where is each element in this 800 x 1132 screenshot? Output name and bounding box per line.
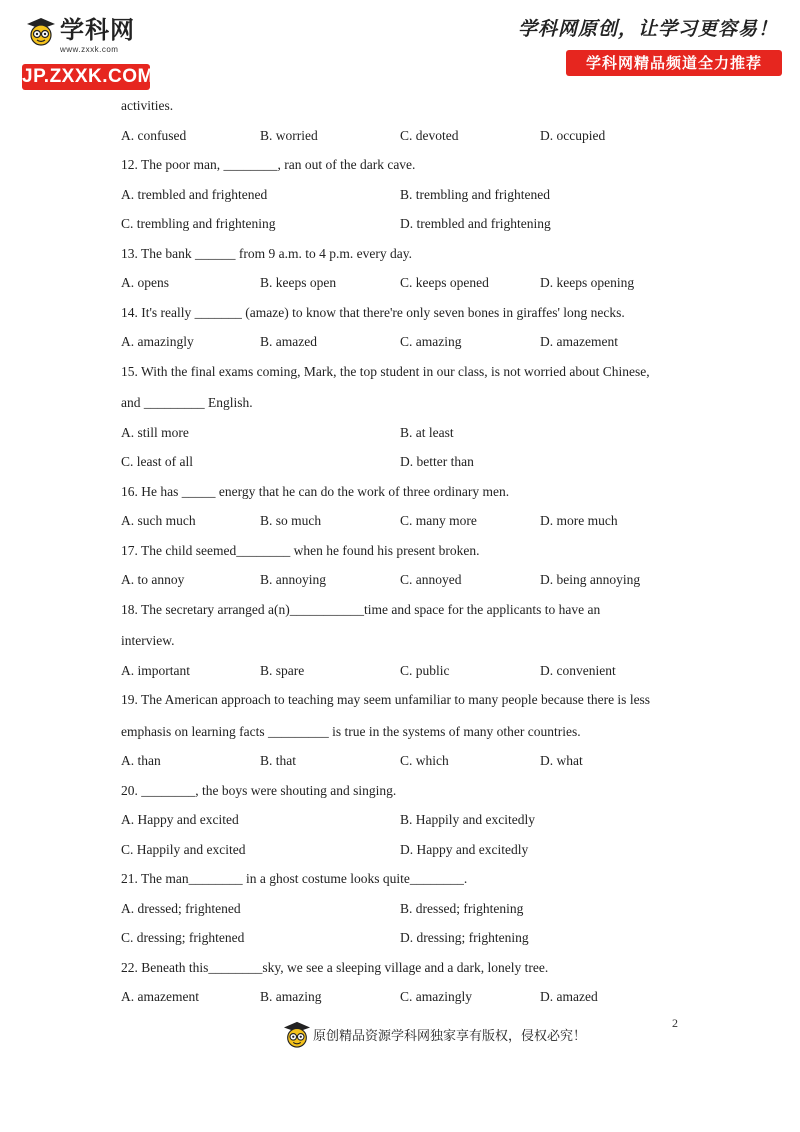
option-row: [121, 332, 721, 352]
option-row: [121, 214, 721, 234]
answer-option: A. than: [121, 753, 161, 768]
answer-option: C. annoyed: [400, 572, 462, 587]
answer-option: B. at least: [400, 424, 454, 440]
answer-option: A. opens: [121, 275, 169, 290]
question-stem: activities.: [121, 98, 174, 113]
answer-option: B. that: [260, 753, 296, 768]
mascot-icon: [26, 16, 56, 46]
answer-option: C. which: [400, 753, 449, 768]
question-stem: 17. The child seemed________ when he found his present broken.: [121, 542, 480, 558]
option-row: [121, 511, 721, 531]
answer-option: C. amazingly: [400, 989, 472, 1004]
option-row: [121, 570, 721, 590]
answer-option: B. dressed; frightening: [400, 900, 524, 916]
answer-option: D. more much: [540, 513, 618, 528]
option-row: [121, 751, 721, 771]
answer-option: A. important: [121, 662, 190, 678]
answer-option: A. amazement: [121, 989, 199, 1004]
answer-option: A. to annoy: [121, 572, 185, 587]
question-stem: 19. The American approach to teaching may seem unfamiliar to many people because there is less: [121, 692, 651, 707]
answer-option: B. annoying: [260, 572, 326, 587]
answer-option: B. so much: [260, 513, 322, 528]
answer-option: D. occupied: [540, 127, 606, 143]
question-stem: 21. The man________ in a ghost costume looks quite________.: [121, 871, 468, 886]
option-row: [121, 810, 721, 830]
answer-option: B. Happily and excitedly: [400, 812, 535, 827]
answer-option: C. many more: [400, 513, 477, 528]
option-row: [121, 126, 721, 146]
answer-option: B. trembling and frightened: [400, 186, 550, 202]
question-stem: interview.: [121, 633, 175, 648]
option-row: [121, 185, 721, 205]
answer-option: D. amazement: [540, 334, 618, 349]
answer-option: D. amazed: [540, 989, 598, 1004]
answer-option: B. worried: [260, 127, 318, 143]
question-stem: 12. The poor man, ________, ran out of the dark cave.: [121, 157, 416, 172]
answer-option: B. spare: [260, 662, 305, 678]
question-stem: 20. ________, the boys were shouting and singing.: [121, 782, 397, 798]
answer-option: C. keeps opened: [400, 275, 489, 290]
question-stem: and _________ English.: [121, 395, 253, 410]
answer-option: A. amazingly: [121, 334, 194, 349]
answer-option: D. dressing; frightening: [400, 930, 529, 945]
answer-option: D. keeps opening: [540, 275, 635, 290]
answer-option: C. devoted: [400, 127, 459, 143]
question-stem: emphasis on learning facts _________ is true in the systems of many other countries.: [121, 723, 581, 739]
option-row: [121, 899, 721, 919]
page-number: 2: [672, 1016, 678, 1030]
answer-option: B. amazing: [260, 989, 322, 1004]
question-stem: 22. Beneath this________sky, we see a sleeping village and a dark, lonely tree.: [121, 959, 549, 975]
answer-option: D. better than: [400, 454, 474, 469]
option-row: [121, 273, 721, 293]
answer-option: A. dressed; frightened: [121, 900, 241, 916]
header-slogan: 学科网原创，让学习更容易！: [517, 18, 778, 40]
option-row: [121, 987, 721, 1007]
answer-option: C. least of all: [121, 454, 193, 469]
option-row: [121, 840, 721, 860]
answer-option: A. confused: [121, 127, 187, 143]
logo-text: 学科网: [60, 16, 135, 44]
question-stem: 16. He has _____ energy that he can do the work of three ordinary men.: [121, 483, 510, 499]
recommend-badge: 学科网精品频道全力推荐: [566, 50, 782, 76]
question-stem: 13. The bank ______ from 9 a.m. to 4 p.m. every day.: [121, 245, 412, 261]
answer-option: B. amazed: [260, 334, 317, 349]
answer-option: C. public: [400, 662, 450, 678]
answer-option: D. Happy and excitedly: [400, 841, 529, 857]
option-row: [121, 423, 721, 443]
answer-option: A. still more: [121, 424, 189, 440]
answer-option: A. such much: [121, 513, 196, 528]
answer-option: D. convenient: [540, 662, 616, 678]
answer-option: D. what: [540, 753, 583, 768]
answer-option: D. trembled and frightening: [400, 216, 551, 231]
option-row: [121, 452, 721, 472]
answer-option: D. being annoying: [540, 572, 641, 587]
logo-url: www.zxxk.com: [60, 45, 119, 54]
answer-option: C. amazing: [400, 334, 462, 349]
logo-badge: JP.ZXXK.COM: [22, 64, 150, 90]
question-stem: 18. The secretary arranged a(n)___________time and space for the applicants to have an: [121, 601, 601, 617]
answer-option: A. trembled and frightened: [121, 186, 268, 202]
option-row: [121, 661, 721, 681]
footer: [283, 1018, 586, 1050]
answer-option: C. trembling and frightening: [121, 216, 276, 231]
answer-option: C. Happily and excited: [121, 841, 246, 857]
mascot-icon: [283, 1020, 311, 1048]
answer-option: A. Happy and excited: [121, 812, 239, 827]
answer-option: B. keeps open: [260, 275, 337, 290]
answer-option: C. dressing; frightened: [121, 930, 245, 945]
site-logo: [22, 12, 154, 87]
question-stem: 14. It's really _______ (amaze) to know that there're only seven bones in giraffes' long necks.: [121, 304, 625, 320]
question-stem: 15. With the final exams coming, Mark, the top student in our class, is not worried about Chinese,: [121, 363, 650, 379]
option-row: [121, 928, 721, 948]
copyright-notice: 原创精品资源学科网独家享有版权，侵权必究！: [313, 1028, 587, 1044]
